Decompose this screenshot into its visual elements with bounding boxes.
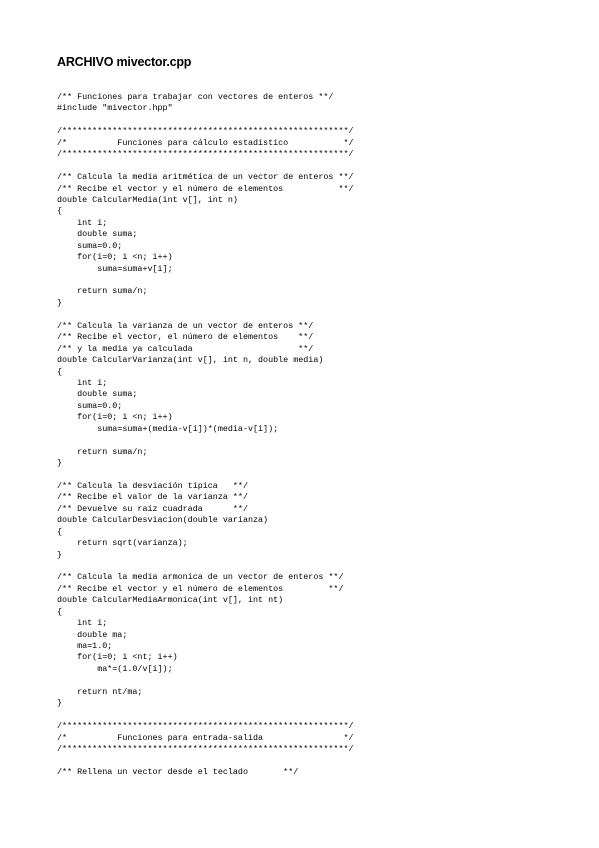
code-line: /** Recibe el vector, el número de elementos **/ bbox=[57, 332, 314, 343]
code-line: return nt/ma; bbox=[57, 686, 143, 697]
code-line: /** Calcula la varianza de un vector de enteros **/ bbox=[57, 320, 314, 331]
code-line bbox=[57, 309, 354, 320]
code-line: int i; bbox=[57, 618, 108, 629]
code-line bbox=[57, 755, 354, 766]
code-line: /*********************************************************/ bbox=[57, 721, 354, 732]
code-line: /** y la media ya calculada **/ bbox=[57, 343, 314, 354]
code-line: suma=0.0; bbox=[57, 240, 123, 251]
code-line bbox=[57, 675, 354, 686]
code-line: suma=suma+(media-v[i])*(media-v[i]); bbox=[57, 423, 279, 434]
code-line: /** Calcula la media aritmética de un vector de enteros **/ bbox=[57, 172, 354, 183]
document-title: ARCHIVO mivector.cpp bbox=[57, 55, 192, 69]
code-line bbox=[57, 435, 354, 446]
code-line bbox=[57, 161, 354, 172]
code-line: #include "mivector.hpp" bbox=[57, 103, 173, 114]
code-line: { bbox=[57, 526, 63, 537]
code-line bbox=[57, 275, 354, 286]
code-line: suma=suma+v[i]; bbox=[57, 263, 173, 274]
code-line: } bbox=[57, 297, 63, 308]
code-line: for(i=0; i <n; i++) bbox=[57, 412, 173, 423]
code-line: double ma; bbox=[57, 629, 128, 640]
code-line: for(i=0; i <nt; i++) bbox=[57, 652, 178, 663]
code-line: /** Recibe el vector y el número de elementos **/ bbox=[57, 183, 354, 194]
code-line: /** Funciones para trabajar con vectores de enteros **/ bbox=[57, 92, 334, 102]
code-line bbox=[57, 115, 354, 126]
code-line: } bbox=[57, 549, 63, 560]
code-line: int i; bbox=[57, 377, 108, 388]
code-line: { bbox=[57, 606, 63, 617]
code-line: double CalcularDesviacion(double varianza) bbox=[57, 515, 269, 526]
code-line bbox=[57, 469, 354, 480]
code-line: return sqrt(varianza); bbox=[57, 538, 188, 549]
code-line: return suma/n; bbox=[57, 446, 148, 457]
code-line: /** Rellena un vector desde el teclado **/ bbox=[57, 766, 299, 777]
code-line: } bbox=[57, 458, 63, 468]
code-line: /** Recibe el valor de la varianza **/ bbox=[57, 492, 248, 503]
code-line bbox=[57, 561, 354, 572]
code-line: /** Devuelve su raíz cuadrada **/ bbox=[57, 503, 248, 514]
code-line bbox=[57, 710, 354, 721]
code-line: double suma; bbox=[57, 229, 138, 240]
code-line: { bbox=[57, 366, 63, 377]
code-line: } bbox=[57, 698, 63, 709]
code-line: /*********************************************************/ bbox=[57, 743, 354, 754]
code-line: /*********************************************************/ bbox=[57, 126, 354, 137]
code-line: double CalcularVarianza(int v[], int n, double media) bbox=[57, 355, 324, 366]
code-line: ma=1.0; bbox=[57, 641, 113, 651]
code-line: ma*=(1.0/v[i]); bbox=[57, 663, 173, 674]
code-line: /** Recibe el vector y el número de elementos **/ bbox=[57, 583, 344, 594]
code-line: double suma; bbox=[57, 389, 138, 400]
code-listing bbox=[57, 92, 354, 778]
code-line: /** Calcula la desviación típica **/ bbox=[57, 480, 248, 491]
code-line: /* Funciones para entrada-salida */ bbox=[57, 732, 354, 743]
code-line: /*********************************************************/ bbox=[57, 149, 354, 160]
code-line: double CalcularMedia(int v[], int n) bbox=[57, 194, 238, 205]
code-line: double CalcularMediaArmonica(int v[], int nt) bbox=[57, 595, 284, 606]
code-line: suma=0.0; bbox=[57, 400, 123, 411]
code-line: for(i=0; i <n; i++) bbox=[57, 252, 173, 263]
code-line: /** Calcula la media armonica de un vector de enteros **/ bbox=[57, 572, 344, 583]
code-line: { bbox=[57, 206, 63, 217]
code-line: return suma/n; bbox=[57, 286, 148, 297]
code-line: int i; bbox=[57, 217, 108, 228]
code-line: /* Funciones para cálculo estadístico */ bbox=[57, 137, 354, 148]
